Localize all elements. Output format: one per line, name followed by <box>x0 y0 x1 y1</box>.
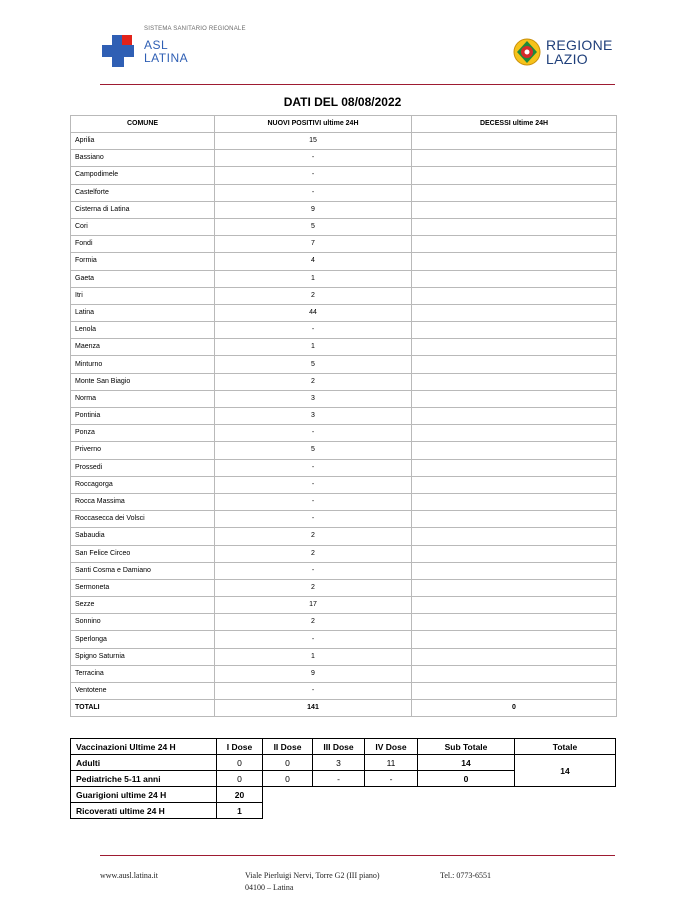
cell-decessi <box>412 648 617 665</box>
cell-decessi <box>412 218 617 235</box>
table-row <box>71 236 617 253</box>
footer-divider <box>100 855 615 856</box>
adulti-i-dose: 0 <box>217 755 263 771</box>
cell-decessi <box>412 304 617 321</box>
table-row <box>71 287 617 304</box>
cell-comune: Sezze <box>71 597 215 614</box>
cell-decessi <box>412 614 617 631</box>
table-row <box>71 545 617 562</box>
table-row <box>71 184 617 201</box>
vaccination-header-row <box>71 739 616 755</box>
asl-subtitle: SISTEMA SANITARIO REGIONALE <box>144 26 246 32</box>
cell-nuovi-positivi: 5 <box>215 218 412 235</box>
cell-decessi <box>412 150 617 167</box>
pediatriche-iv-dose: - <box>365 771 418 787</box>
cell-decessi <box>412 511 617 528</box>
cell-decessi <box>412 528 617 545</box>
totals-nuovi-positivi: 141 <box>215 700 412 717</box>
cell-nuovi-positivi: 1 <box>215 648 412 665</box>
regione-lazio-logo <box>512 36 622 72</box>
adulti-iv-dose: 11 <box>365 755 418 771</box>
header-sub-totale: Sub Totale <box>418 739 515 755</box>
cell-nuovi-positivi: - <box>215 150 412 167</box>
cell-decessi <box>412 683 617 700</box>
table-row <box>71 579 617 596</box>
cell-nuovi-positivi: 3 <box>215 408 412 425</box>
cell-nuovi-positivi: - <box>215 167 412 184</box>
cell-comune: Bassiano <box>71 150 215 167</box>
header-totale: Totale <box>515 739 616 755</box>
cell-decessi <box>412 339 617 356</box>
table-row <box>71 459 617 476</box>
vaccination-row-adulti <box>71 755 616 771</box>
cell-nuovi-positivi: - <box>215 631 412 648</box>
table-row <box>71 631 617 648</box>
table-row <box>71 614 617 631</box>
guarigioni-row <box>71 787 616 803</box>
cell-comune: Cisterna di Latina <box>71 201 215 218</box>
cell-decessi <box>412 665 617 682</box>
cell-comune: Terracina <box>71 665 215 682</box>
cell-nuovi-positivi: - <box>215 322 412 339</box>
cell-decessi <box>412 459 617 476</box>
cell-decessi <box>412 133 617 150</box>
cell-comune: Campodimele <box>71 167 215 184</box>
cell-comune: Pontinia <box>71 408 215 425</box>
cell-decessi <box>412 270 617 287</box>
cell-comune: Ponza <box>71 425 215 442</box>
cell-nuovi-positivi: 9 <box>215 201 412 218</box>
table-row <box>71 218 617 235</box>
cell-nuovi-positivi: 2 <box>215 545 412 562</box>
table-row <box>71 253 617 270</box>
guarigioni-value: 20 <box>217 787 263 803</box>
header-iv-dose: IV Dose <box>365 739 418 755</box>
cell-decessi <box>412 579 617 596</box>
cell-comune: Norma <box>71 390 215 407</box>
cell-nuovi-positivi: 2 <box>215 528 412 545</box>
pediatriche-sub-totale: 0 <box>418 771 515 787</box>
pediatriche-iii-dose: - <box>313 771 365 787</box>
cell-nuovi-positivi: 5 <box>215 356 412 373</box>
table-row <box>71 322 617 339</box>
region-name-line1: REGIONE <box>546 37 613 53</box>
cell-nuovi-positivi: 5 <box>215 442 412 459</box>
cell-comune: Aprilia <box>71 133 215 150</box>
cell-decessi <box>412 390 617 407</box>
cell-decessi <box>412 167 617 184</box>
cell-nuovi-positivi: - <box>215 184 412 201</box>
column-header-decessi: DECESSI ultime 24H <box>412 116 617 133</box>
cell-comune: Lenola <box>71 322 215 339</box>
cell-nuovi-positivi: - <box>215 511 412 528</box>
header-ii-dose: II Dose <box>263 739 313 755</box>
cell-nuovi-positivi: 1 <box>215 339 412 356</box>
cell-comune: Sermoneta <box>71 579 215 596</box>
cell-decessi <box>412 476 617 493</box>
table-row <box>71 665 617 682</box>
cell-decessi <box>412 236 617 253</box>
cell-decessi <box>412 287 617 304</box>
table-row <box>71 425 617 442</box>
region-name-line2: LAZIO <box>546 51 588 67</box>
table-row <box>71 528 617 545</box>
asl-name-line1: ASL <box>144 38 169 52</box>
table-row <box>71 442 617 459</box>
adulti-label: Adulti <box>71 755 217 771</box>
column-header-comune: COMUNE <box>71 116 215 133</box>
municipality-table <box>70 115 617 717</box>
cell-nuovi-positivi: - <box>215 425 412 442</box>
cell-comune: Santi Cosma e Damiano <box>71 562 215 579</box>
cell-decessi <box>412 597 617 614</box>
cell-comune: Sonnino <box>71 614 215 631</box>
table-row <box>71 339 617 356</box>
cell-comune: Ventotene <box>71 683 215 700</box>
table-row <box>71 201 617 218</box>
table-row <box>71 597 617 614</box>
cell-nuovi-positivi: - <box>215 683 412 700</box>
cell-decessi <box>412 425 617 442</box>
cell-nuovi-positivi: - <box>215 562 412 579</box>
table-row <box>71 562 617 579</box>
cell-nuovi-positivi: - <box>215 476 412 493</box>
cell-nuovi-positivi: - <box>215 493 412 510</box>
cell-nuovi-positivi: 4 <box>215 253 412 270</box>
footer-address-line2: 04100 – Latina <box>245 883 294 892</box>
cell-comune: Maenza <box>71 339 215 356</box>
cell-comune: Fondi <box>71 236 215 253</box>
cell-nuovi-positivi: 2 <box>215 579 412 596</box>
cell-nuovi-positivi: 15 <box>215 133 412 150</box>
cell-nuovi-positivi: 3 <box>215 390 412 407</box>
table-row <box>71 648 617 665</box>
cell-nuovi-positivi: 2 <box>215 373 412 390</box>
cell-decessi <box>412 562 617 579</box>
table-row <box>71 150 617 167</box>
footer-address <box>245 870 380 894</box>
header-divider <box>100 84 615 85</box>
cell-decessi <box>412 408 617 425</box>
vaccination-table <box>70 738 616 819</box>
table-row <box>71 511 617 528</box>
asl-name-line2: LATINA <box>144 51 189 65</box>
regione-lazio-emblem-icon <box>512 36 542 68</box>
ricoverati-value: 1 <box>217 803 263 819</box>
table-row <box>71 304 617 321</box>
cell-comune: Rocca Massima <box>71 493 215 510</box>
cell-comune: Latina <box>71 304 215 321</box>
cell-comune: Priverno <box>71 442 215 459</box>
header-i-dose: I Dose <box>217 739 263 755</box>
table-row <box>71 408 617 425</box>
report-title: DATI DEL 08/08/2022 <box>283 95 402 109</box>
totals-label: TOTALI <box>71 700 215 717</box>
cell-decessi <box>412 356 617 373</box>
cell-comune: Prossedi <box>71 459 215 476</box>
adulti-iii-dose: 3 <box>313 755 365 771</box>
table-row <box>71 356 617 373</box>
cell-decessi <box>412 442 617 459</box>
vaccination-totale: 14 <box>515 755 616 787</box>
cell-nuovi-positivi: - <box>215 459 412 476</box>
cell-comune: Castelforte <box>71 184 215 201</box>
totals-row <box>71 700 617 717</box>
cell-comune: Roccagorga <box>71 476 215 493</box>
table-row <box>71 167 617 184</box>
cell-nuovi-positivi: 44 <box>215 304 412 321</box>
cell-decessi <box>412 201 617 218</box>
table-row <box>71 493 617 510</box>
ricoverati-row <box>71 803 616 819</box>
cell-comune: Spigno Saturnia <box>71 648 215 665</box>
cell-comune: Sabaudia <box>71 528 215 545</box>
cell-nuovi-positivi: 17 <box>215 597 412 614</box>
cell-decessi <box>412 493 617 510</box>
cell-comune: Formia <box>71 253 215 270</box>
pediatriche-i-dose: 0 <box>217 771 263 787</box>
cell-nuovi-positivi: 2 <box>215 287 412 304</box>
footer-website[interactable]: www.ausl.latina.it <box>100 871 158 880</box>
cell-decessi <box>412 322 617 339</box>
guarigioni-label: Guarigioni ultime 24 H <box>71 787 217 803</box>
pediatriche-label: Pediatriche 5-11 anni <box>71 771 217 787</box>
table-row <box>71 133 617 150</box>
table-row <box>71 683 617 700</box>
cell-comune: Sperlonga <box>71 631 215 648</box>
ricoverati-label: Ricoverati ultime 24 H <box>71 803 217 819</box>
cell-nuovi-positivi: 1 <box>215 270 412 287</box>
cell-comune: San Felice Circeo <box>71 545 215 562</box>
cell-nuovi-positivi: 9 <box>215 665 412 682</box>
health-cross-icon <box>102 35 134 67</box>
cell-decessi <box>412 545 617 562</box>
vaccination-header-label: Vaccinazioni Ultime 24 H <box>71 739 217 755</box>
cell-comune: Minturno <box>71 356 215 373</box>
table-row <box>71 270 617 287</box>
cell-nuovi-positivi: 7 <box>215 236 412 253</box>
footer-phone: Tel.: 0773-6551 <box>440 871 491 880</box>
table-row <box>71 373 617 390</box>
cell-comune: Monte San Biagio <box>71 373 215 390</box>
cell-comune: Itri <box>71 287 215 304</box>
table-header-row <box>71 116 617 133</box>
adulti-ii-dose: 0 <box>263 755 313 771</box>
cell-decessi <box>412 631 617 648</box>
cell-comune: Gaeta <box>71 270 215 287</box>
table-row <box>71 390 617 407</box>
table-row <box>71 476 617 493</box>
cell-comune: Cori <box>71 218 215 235</box>
totals-decessi: 0 <box>412 700 617 717</box>
pediatriche-ii-dose: 0 <box>263 771 313 787</box>
cell-decessi <box>412 373 617 390</box>
cell-nuovi-positivi: 2 <box>215 614 412 631</box>
cell-decessi <box>412 184 617 201</box>
cell-comune: Roccasecca dei Volsci <box>71 511 215 528</box>
column-header-nuovi-positivi: NUOVI POSITIVI ultime 24H <box>215 116 412 133</box>
footer-address-line1: Viale Pierluigi Nervi, Torre G2 (III piano) <box>245 871 380 880</box>
adulti-sub-totale: 14 <box>418 755 515 771</box>
header-iii-dose: III Dose <box>313 739 365 755</box>
cell-decessi <box>412 253 617 270</box>
asl-latina-logo <box>102 26 262 76</box>
